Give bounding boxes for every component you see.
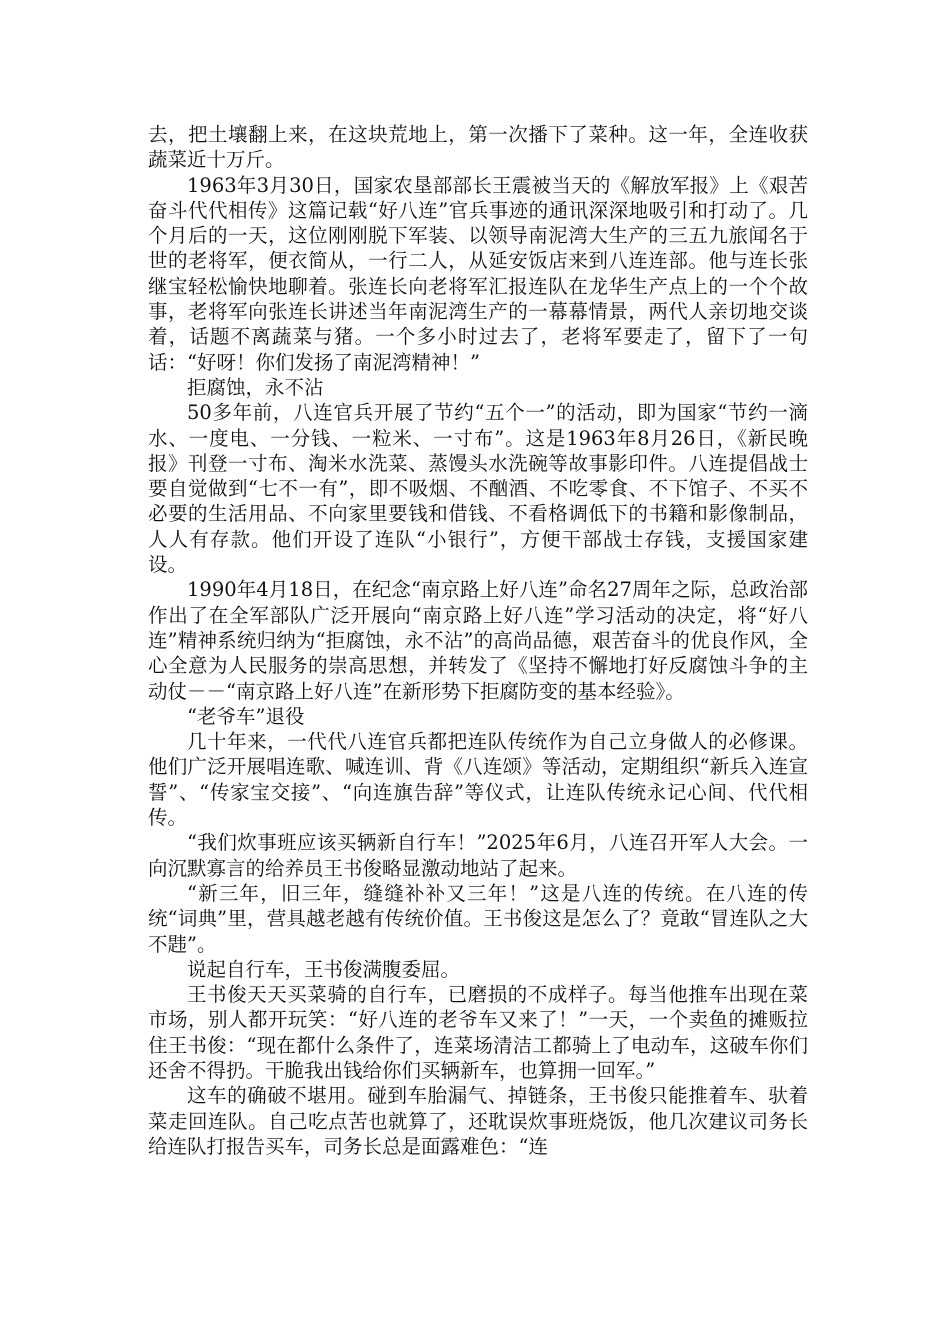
paragraph-new-bicycle-request: “我们炊事班应该买辆新自行车！”2025年6月，八连召开军人大会。一向沉默寡言的给养员王书俊略显激动地站了起来。 (148, 831, 808, 880)
paragraph-market-story: 王书俊天天买菜骑的自行车，已磨损的不成样子。每当他推车出现在菜市场，别人都开玩笑：“好八连的老爷车又来了！”一天，一个卖鱼的摊贩拉住王书俊：“现在都什么条件了，连菜场清洁工都骑上了电动车，这破车你们还舍不得扔。干脆我出钱给你们买辆新车，也算拥一回军。” (148, 983, 808, 1082)
paragraph-tradition-dictionary: “新三年，旧三年，缝缝补补又三年！”这是八连的传统。在八连的传统“词典”里，营具越老越有传统价值。王书俊这是怎么了？竟敢“冒连队之大不韪”。 (148, 881, 808, 956)
paragraph-five-savings: 50多年前，八连官兵开展了节约“五个一”的活动，即为国家“节约一滴水、一度电、一分钱、一粒米、一寸布”。这是1963年8月26日，《新民晚报》刊登一寸布、淘米水洗菜、蒸馒头水洗碗等故事影印件。八连提倡战士要自觉做到“七不一有”，即不吸烟、不酗酒、不吃零食、不下馆子、不买不必要的生活用品、不向家里要钱和借钱、不看格调低下的书籍和影像制品，人人有存款。他们开设了连队“小银行”，方便干部战士存钱，支援国家建设。 (148, 401, 808, 577)
paragraph-grievance: 说起自行车，王书俊满腹委屈。 (187, 957, 461, 981)
paragraph-broken-bicycle: 这车的确破不堪用。碰到车胎漏气、掉链条，王书俊只能推着车、驮着菜走回连队。自己吃点苦也就算了，还耽误炊事班烧饭，他几次建议司务长给连队打报告买车，司务长总是面露难色：“连 (148, 1084, 808, 1158)
section-heading-old-bicycle: “老爷车”退役 (187, 704, 305, 728)
paragraph-traditions: 几十年来，一代代八连官兵都把连队传统作为自己立身做人的必修课。他们广泛开展唱连歌、喊连训、背《八连颂》等活动，定期组织“新兵入连宣誓”、“传家宝交接”、“向连旗告辞”等仪式，让连队传统永记心间、代代相传。 (148, 730, 808, 830)
paragraph-1990-decision: 1990年4月18日，在纪念“南京路上好八连”命名27周年之际，总政治部作出了在全军部队广泛开展向“南京路上好八连”学习活动的决定，将“好八连”精神系统归纳为“拒腐蚀，永不沾”的高尚品德，艰苦奋斗的优良作风，全心全意为人民服务的崇高思想，并转发了《坚持不懈地打好反腐蚀斗争的主动仗－－“南京路上好八连”在新形势下拒腐防变的基本经验》。 (148, 578, 808, 703)
article-body (148, 122, 808, 1159)
section-heading-anti-corruption: 拒腐蚀，永不沾 (187, 375, 324, 399)
paragraph-wang-zhen-visit: 1963年3月30日，国家农垦部部长王震被当天的《解放军报》上《艰苦奋斗代代相传》这篇记载“好八连”官兵事迹的通讯深深地吸引和打动了。几个月后的一天，这位刚刚脱下军装、以领导南泥湾大生产的三五九旅闻名于世的老将军，便衣简从，一行二人，从延安饭店来到八连连部。他与连长张继宝轻松愉快地聊着。张连长向老将军汇报连队在龙华生产点上的一个个故事，老将军向张连长讲述当年南泥湾生产的一幕幕情景，两代人亲切地交谈着，话题不离蔬菜与猪。一个多小时过去了，老将军要走了，留下了一句话：“好呀！你们发扬了南泥湾精神！” (148, 173, 808, 374)
paragraph-continued: 去，把土壤翻上来，在这块荒地上，第一次播下了菜种。这一年，全连收获蔬菜近十万斤。 (148, 123, 808, 172)
